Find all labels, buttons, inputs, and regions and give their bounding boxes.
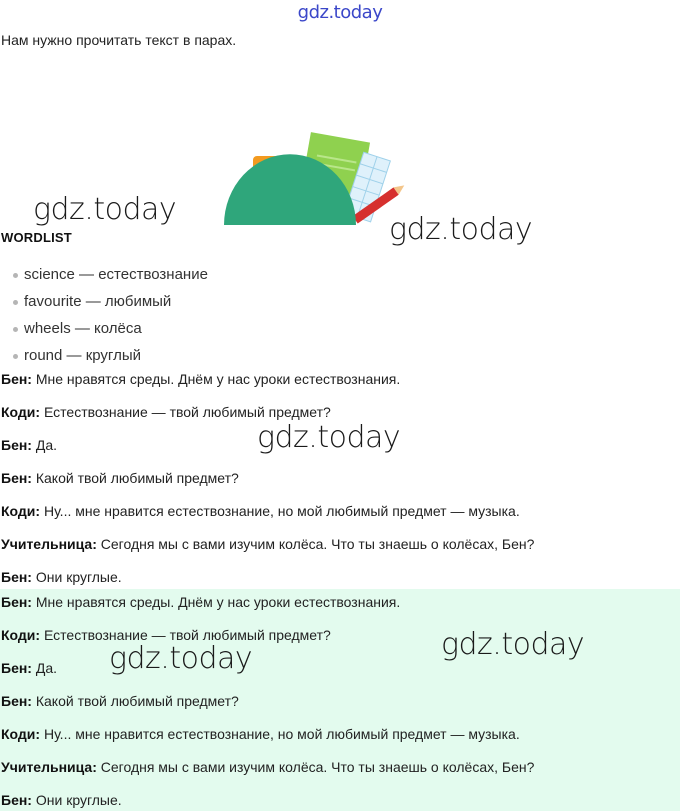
line-text: Ну... мне нравится естествознание, но мой любимый предмет — музыка.: [40, 726, 520, 742]
line-text: Ну... мне нравится естествознание, но мой любимый предмет — музыка.: [40, 503, 520, 519]
dialog-line: [1, 371, 400, 387]
dialog-line: [1, 437, 57, 453]
dialog-line: [1, 503, 520, 519]
dialog-line: [1, 536, 534, 552]
line-text: Естествознание — твой любимый предмет?: [40, 404, 331, 420]
speaker-name: Бен:: [1, 569, 32, 585]
wordlist: [0, 264, 208, 372]
line-text: Какой твой любимый предмет?: [31, 693, 239, 709]
line-text: Да.: [31, 437, 58, 453]
list-item: wheels — колёса: [0, 318, 208, 345]
line-text: Мне нравятся среды. Днём у нас уроки естествознания.: [31, 371, 401, 387]
dialog-line: [1, 470, 239, 486]
dialog-line: [1, 569, 122, 585]
speaker-name: Бен:: [1, 470, 32, 486]
watermark: gdz.today: [441, 627, 585, 662]
line-text: Естествознание — твой любимый предмет?: [40, 627, 331, 643]
watermark: gdz.today: [109, 641, 253, 676]
line-text: Мне нравятся среды. Днём у нас уроки естествознания.: [31, 594, 401, 610]
speaker-name: Коди:: [1, 404, 41, 420]
dialog-line: [1, 404, 331, 420]
watermark: gdz.today: [33, 192, 177, 227]
dialog-line: [1, 792, 122, 808]
speaker-name: Бен:: [1, 792, 32, 808]
speaker-name: Бен:: [1, 693, 32, 709]
speaker-name: Учительница:: [1, 759, 97, 775]
dialog-line: [1, 594, 400, 610]
dialog-line: [1, 660, 57, 676]
dialog-line: [1, 759, 534, 775]
list-item: science — естествознание: [0, 264, 208, 291]
intro-text: Нам нужно прочитать текст в парах.: [1, 32, 237, 48]
speaker-name: Бен:: [1, 660, 32, 676]
speaker-name: Учительница:: [1, 536, 97, 552]
list-item: round — круглый: [0, 345, 208, 372]
speaker-name: Коди:: [1, 503, 41, 519]
line-text: Какой твой любимый предмет?: [31, 470, 239, 486]
watermark: gdz.today: [389, 212, 533, 247]
speaker-name: Бен:: [1, 437, 32, 453]
line-text: Сегодня мы с вами изучим колёса. Что ты знаешь о колёсах, Бен?: [96, 536, 535, 552]
site-logo-link[interactable]: gdz.today: [297, 2, 383, 23]
line-text: Они круглые.: [31, 569, 122, 585]
dialog-line: [1, 726, 520, 742]
wordlist-title: WORDLIST: [1, 230, 72, 245]
line-text: Да.: [31, 660, 58, 676]
line-text: Они круглые.: [31, 792, 122, 808]
speaker-name: Бен:: [1, 371, 32, 387]
speaker-name: Коди:: [1, 726, 41, 742]
speaker-name: Бен:: [1, 594, 32, 610]
school-supplies-illustration: [220, 128, 410, 228]
dialog-line: [1, 693, 239, 709]
watermark: gdz.today: [257, 420, 401, 455]
speaker-name: Коди:: [1, 627, 41, 643]
list-item: favourite — любимый: [0, 291, 208, 318]
line-text: Сегодня мы с вами изучим колёса. Что ты знаешь о колёсах, Бен?: [96, 759, 535, 775]
